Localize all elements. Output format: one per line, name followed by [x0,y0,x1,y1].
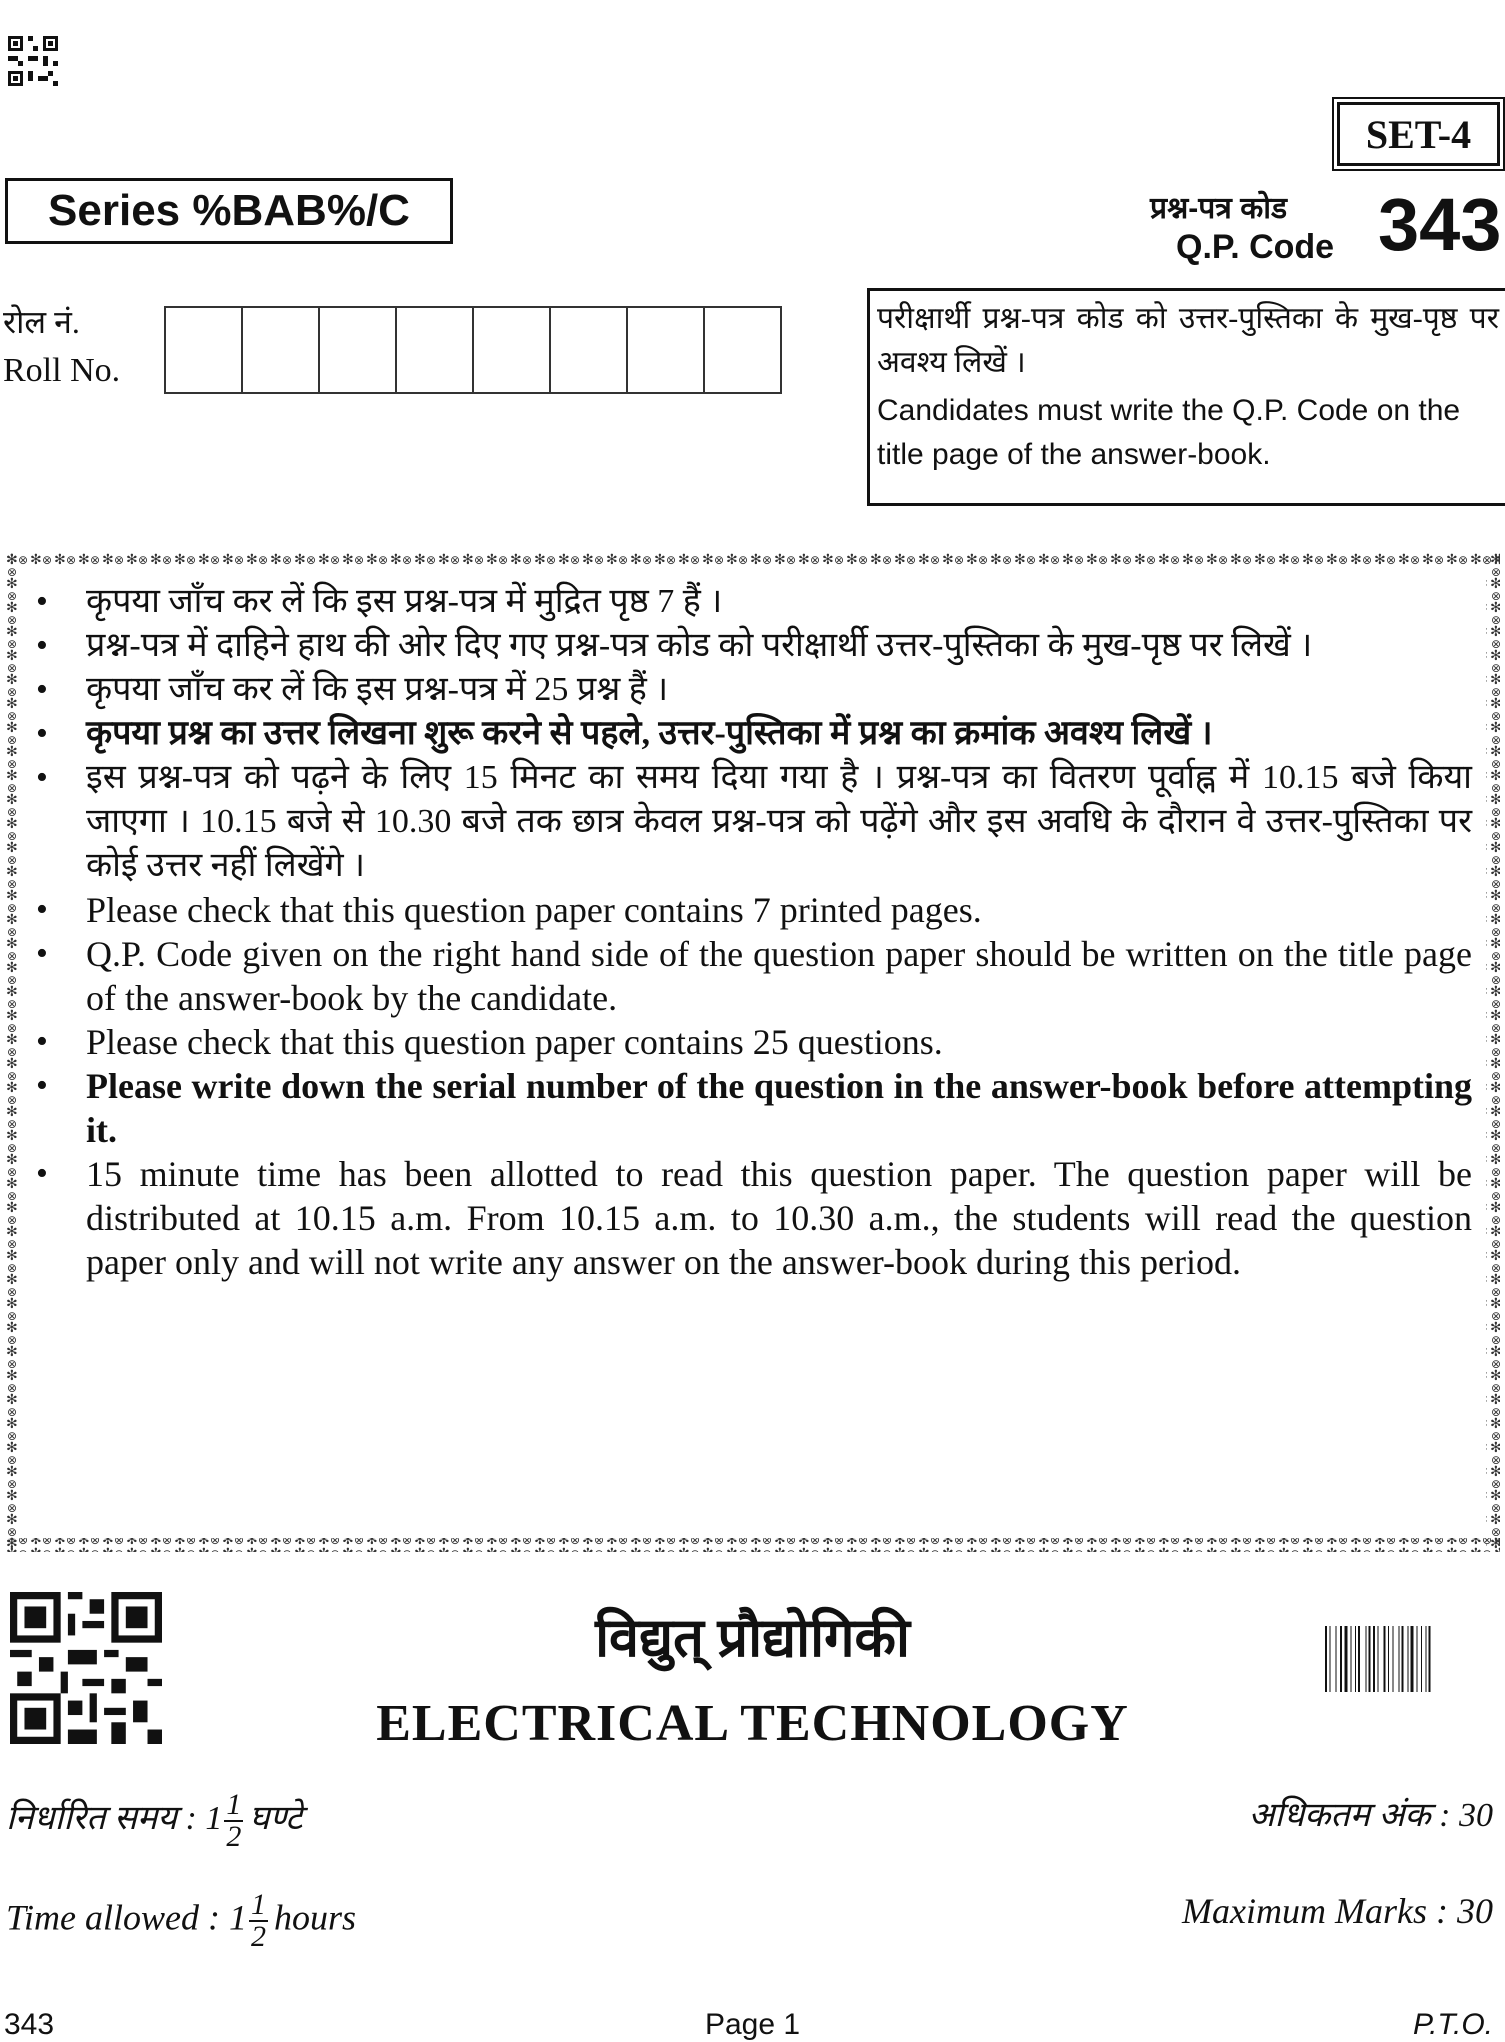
barcode-bar [1429,1626,1431,1692]
barcode-bar [1345,1626,1348,1692]
qp-code-notice [867,288,1505,506]
barcode-bar [1358,1626,1360,1692]
barcode-bar [1384,1626,1386,1692]
instruction-item: • Q.P. Code given on the right hand side of the question paper should be written on the title page of the answer-book by the candidate. [36,934,1472,1018]
instruction-item: • कृपया जाँच कर लें कि इस प्रश्न-पत्र में मुद्रित पृष्ठ 7 हैं । [36,583,723,620]
series-label: Series %BAB%/C [5,178,453,244]
instruction-item: • Please write down the serial number of the question in the answer-book before attempting it. [36,1066,1472,1150]
qp-code-label-hi: प्रश्न-पत्र कोड [1150,192,1288,225]
time-allowed-en: Time allowed : 1 $\frac{1}{2}$ hours [6,1888,357,1953]
instruction-item: • इस प्रश्न-पत्र को पढ़ने के लिए 15 मिनट का समय दिया गया है । प्रश्न-पत्र का वितरण पूर्वाह्न में 10.15 बजे किया जाएगा । 10.15 बजे से 10.30 बजे तक छात्र केवल प्रश्न-पत्र को पढ़ेंगे और इस अवधि के दौरान वे उत्तर-पुस्तिका पर कोई उत्तर नहीं लिखेंगे । [36,759,1472,884]
instruction-item: • Please check that this question paper contains 7 printed pages. [36,890,982,930]
barcode-bar [1373,1626,1375,1692]
roll-cell[interactable] [243,308,320,392]
fraction-half: $\frac{1}{2}$ [226,1788,242,1853]
barcode-bar [1351,1626,1352,1692]
fraction-half: $\frac{1}{2}$ [251,1888,266,1953]
barcode-bar [1355,1626,1356,1692]
notice-text-en: Candidates must write the Q.P. Code on the title page of the answer-book. [877,394,1461,471]
roll-cell[interactable] [705,308,780,392]
barcode-bar [1325,1626,1327,1692]
roll-number-grid[interactable] [164,306,782,394]
roll-cell[interactable] [628,308,705,392]
qp-code-label-en: Q.P. Code [1176,228,1335,266]
instruction-item: • 15 minute time has been allotted to read this question paper. The question paper will be distributed at 10.15 a.m. From 10.15 a.m. to 10.30 a.m., the students will read the question paper only and will not write any answer on the answer-book during this period. [36,1154,1472,1282]
barcode-bar [1402,1626,1404,1692]
qr-code-small [8,36,58,86]
barcode-bar [1421,1626,1422,1692]
barcode-bar [1411,1626,1414,1692]
barcode-bar [1399,1626,1400,1692]
roll-label-en: Roll No. [3,352,121,389]
subject-title-hi: विद्युत् प्रौद्योगिकी [595,1608,910,1668]
barcode-bar [1330,1626,1331,1692]
barcode-bar [1336,1626,1337,1692]
instruction-item: • कृपया जाँच कर लें कि इस प्रश्न-पत्र में 25 प्रश्न हैं । [36,671,669,708]
roll-cell[interactable] [166,308,243,392]
barcode-bar [1369,1626,1371,1692]
roll-cell[interactable] [474,308,551,392]
roll-cell[interactable] [551,308,628,392]
instruction-item: • Please check that this question paper contains 25 questions. [36,1022,943,1062]
max-marks-hi: अधिकतम अंक : 30 [1248,1797,1493,1834]
barcode-bar [1426,1626,1427,1692]
instructions-list [36,580,1472,1284]
barcode-bar [1388,1626,1389,1692]
instruction-item: • कृपया प्रश्न का उत्तर लिखना शुरू करने से पहले, उत्तर-पुस्तिका में प्रश्न का क्रमांक अवश्य लिखें । [36,715,1213,752]
set-label: SET-4 [1337,102,1500,166]
footer-pto: P.T.O. [1412,2008,1493,2041]
max-marks-en: Maximum Marks : 30 [1182,1891,1493,1931]
barcode-bar [1366,1626,1367,1692]
footer-page: Page 1 [704,2008,801,2041]
barcode-bar [1378,1626,1379,1692]
roll-label-hi: रोल नं. [3,304,80,340]
notice-text-hi: परीक्षार्थी प्रश्न-पत्र कोड को उत्तर-पुस्तिका के मुख-पृष्ठ पर अवश्य लिखें । [877,302,1499,379]
roll-cell[interactable] [397,308,474,392]
qp-code-number: 343 [1378,183,1502,266]
barcode-bar [1340,1626,1342,1692]
instruction-item: • प्रश्न-पत्र में दाहिने हाथ की ओर दिए गए प्रश्न-पत्र कोड को परीक्षार्थी उत्तर-पुस्तिका के मुख-पृष्ठ पर लिखें । [36,627,1313,664]
time-allowed-hi: निर्धारित समय : 1 $\frac{1}{2}$ घण्टे [6,1788,303,1853]
roll-cell[interactable] [320,308,397,392]
footer-code: 343 [4,2008,55,2041]
subject-title-en: ELECTRICAL TECHNOLOGY [376,1695,1129,1752]
barcode-bar [1417,1626,1418,1692]
barcode [1325,1626,1495,1692]
barcode-bar [1393,1626,1394,1692]
barcode-bar [1408,1626,1409,1692]
